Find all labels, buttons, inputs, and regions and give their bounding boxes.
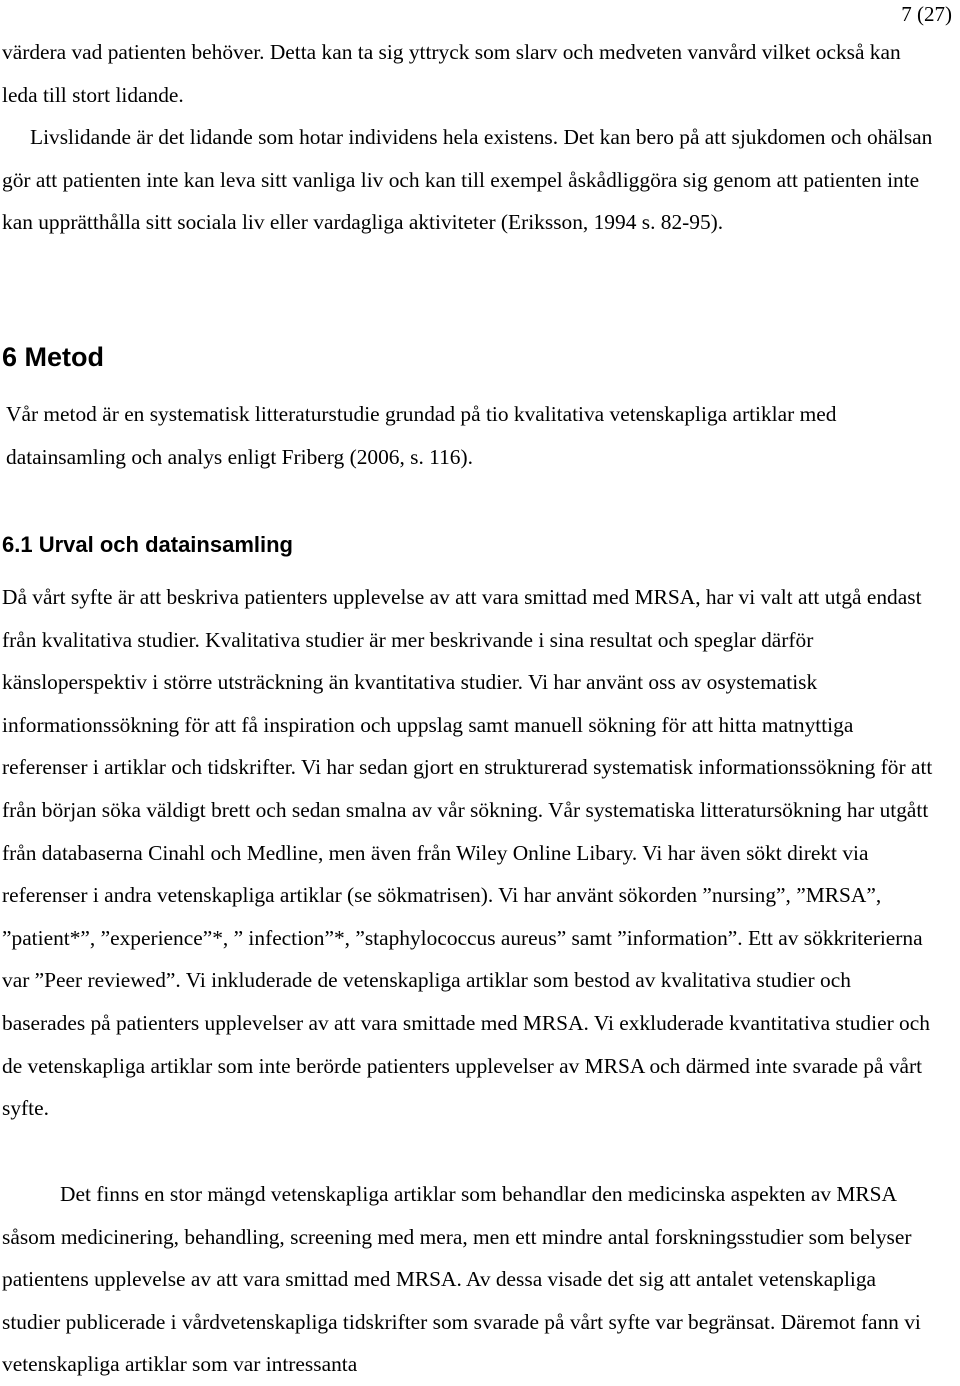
section-heading-urval: 6.1 Urval och datainsamling bbox=[2, 532, 293, 557]
intro-paragraph-1: värdera vad patienten behöver. Detta kan ta sig yttryck som slarv och medveten vanvård vilket också kan leda till stort lidande. bbox=[2, 40, 901, 107]
urval-paragraph-1-block bbox=[0, 576, 948, 1130]
metod-paragraph-block bbox=[0, 393, 948, 478]
intro-paragraph-2-block bbox=[0, 116, 948, 244]
urval-paragraph-1: Då vårt syfte är att beskriva patienters upplevelse av att vara smittad med MRSA, har vi valt att utgå endast från kvalitativa studier. Kvalitativa studier är mer beskrivande i sina resultat och speglar därför känsloperspektiv i större utsträckning än kvantitativa studier. Vi har använt oss av osystematisk informationssökning för att få inspiration och uppslag samt manuell sökning för att hitta matnyttiga referenser i artiklar och tidskrifter. Vi har sedan gjort en strukturerad systematisk informationssökning för att från början söka väldigt brett och sedan smalna av vår sökning. Vår systematiska litteratursökning har utgått från databaserna Cinahl och Medline, men även från Wiley Online Libary. Vi har även sökt direkt via referenser i andra vetenskapliga artiklar (se sökmatrisen). Vi har använt sökorden ”nursing”, ”MRSA”, ”patient*”, ”experience”*, ” infection”*, ”staphylococcus aureus” samt ”information”. Ett av sökkriterierna var ”Peer reviewed”. Vi inkluderade de vetenskapliga artiklar som bestod av kvalitativa studier och baserades på patienters upplevelser av att vara smittade med MRSA. Vi exkluderade kvantitativa studier och de vetenskapliga artiklar som inte berörde patienters upplevelser av MRSA och därmed inte svarade på vårt syfte. bbox=[2, 585, 933, 1121]
urval-paragraph-2-block bbox=[0, 1173, 948, 1386]
section-heading-metod: 6 Metod bbox=[2, 342, 105, 372]
urval-paragraph-2: Det finns en stor mängd vetenskapliga artiklar som behandlar den medicinska aspekten av MRSA såsom medicinering, behandling, screening med mera, men ett mindre antal forskningsstudier som belyser patientens upplevelse av att vara smittad med MRSA. Av dessa visade det sig att antalet vetenskapliga studier publicerade i vårdvetenskapliga tidskrifter som svarade på vårt syfte var begränsat. Däremot fann vi vetenskapliga artiklar som var intressanta bbox=[2, 1182, 921, 1377]
metod-paragraph: Vår metod är en systematisk litteraturstudie grundad på tio kvalitativa vetenskapliga artiklar med datainsamling och analys enligt Friberg (2006, s. 116). bbox=[6, 402, 837, 469]
intro-paragraph-2: Livslidande är det lidande som hotar individens hela existens. Det kan bero på att sjukdomen och ohälsan gör att patienten inte kan leva sitt vanliga liv och kan till exempel åskådliggöra sig genom att patienten inte kan upprätthålla sitt sociala liv eller vardagliga aktiviteter (Eriksson, 1994 s. 82-95). bbox=[2, 125, 933, 235]
intro-paragraph-1-block bbox=[0, 31, 948, 116]
page-number: 7 (27) bbox=[901, 2, 952, 26]
